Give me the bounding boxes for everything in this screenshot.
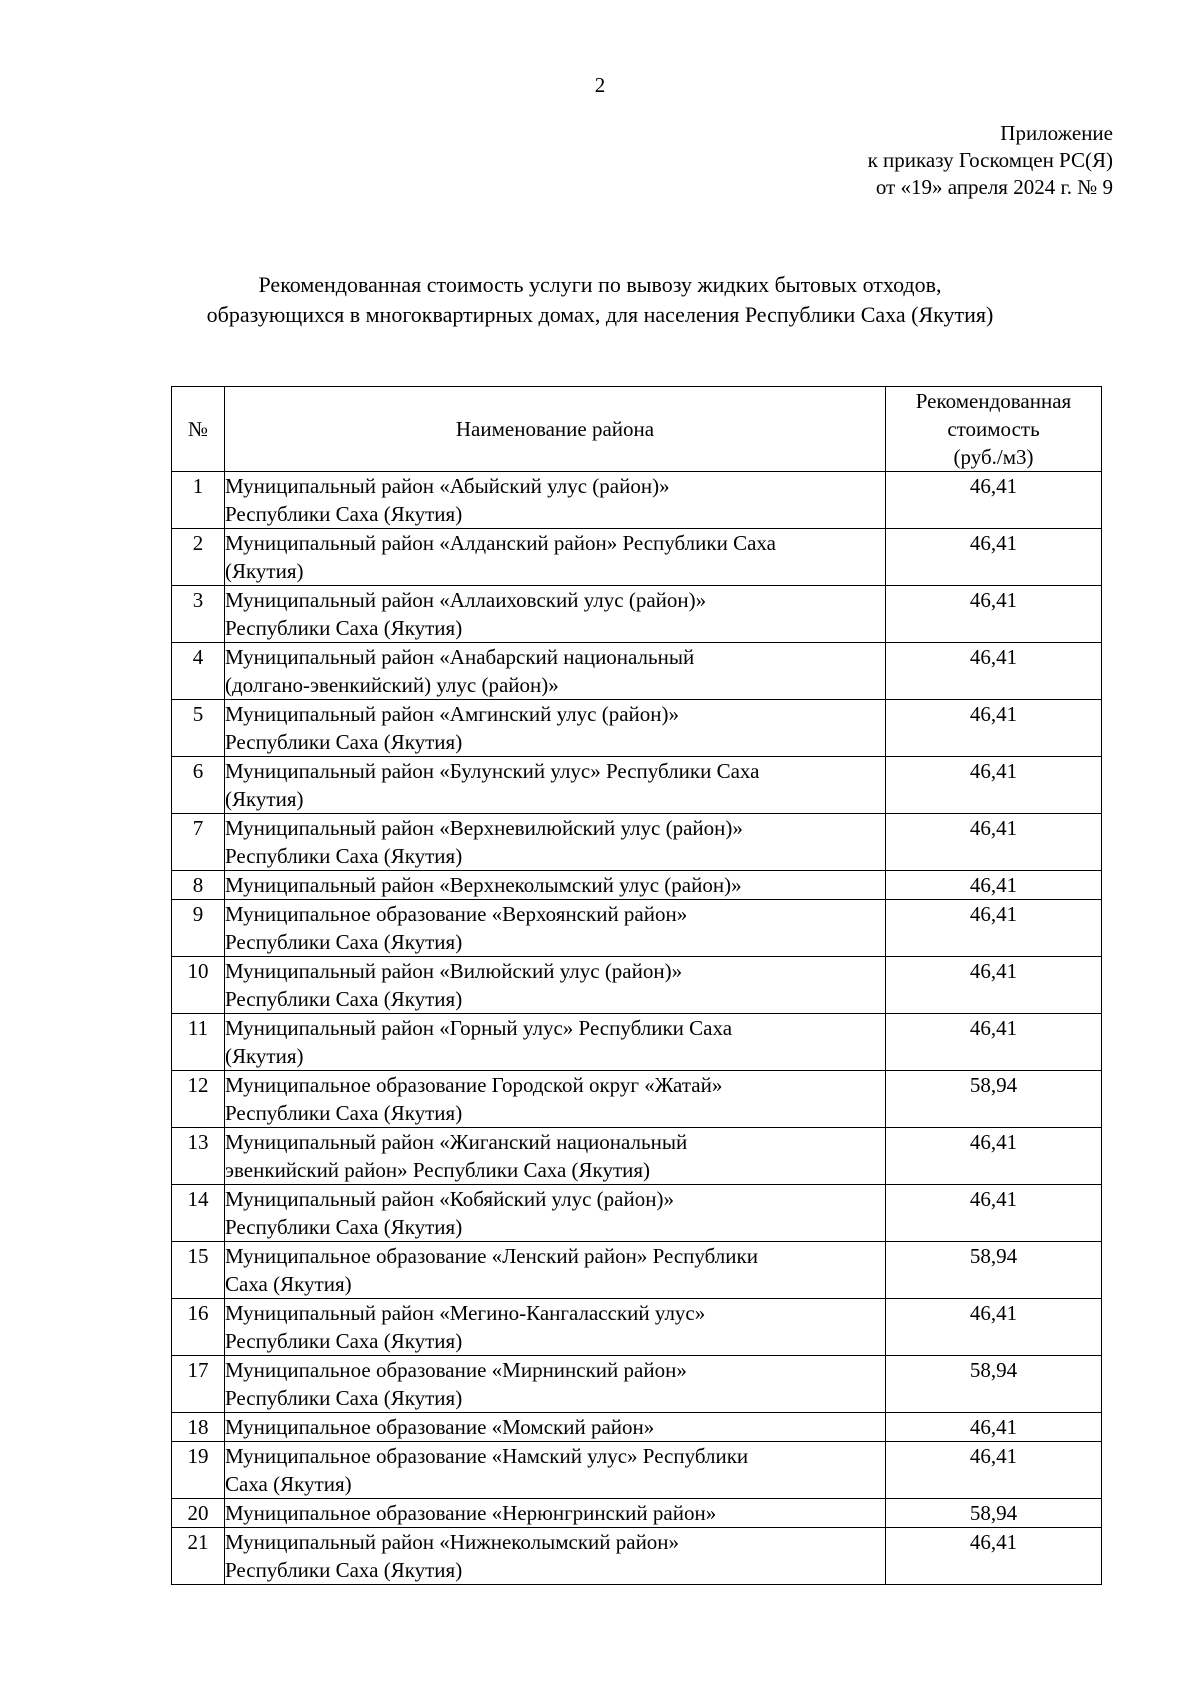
table-row: [172, 1528, 1102, 1585]
district-name-line: (Якутия): [225, 1044, 304, 1068]
row-number: 10: [172, 957, 225, 1014]
district-name-line: Муниципальный район «Жиганский национальный: [225, 1130, 688, 1154]
row-number: 1: [172, 472, 225, 529]
district-name-line: Республики Саха (Якутия): [225, 730, 463, 754]
district-name: [225, 1128, 886, 1185]
district-name-line: Муниципальный район «Анабарский национальный: [225, 645, 695, 669]
district-name: [225, 1071, 886, 1128]
appendix-line: Приложение: [1000, 121, 1113, 145]
row-number: 6: [172, 757, 225, 814]
district-name: [225, 1299, 886, 1356]
recommended-price: 58,94: [886, 1356, 1102, 1413]
table-row: [172, 700, 1102, 757]
recommended-price: 46,41: [886, 643, 1102, 700]
district-name-line: Муниципальный район «Амгинский улус (район)»: [225, 702, 679, 726]
recommended-price: 46,41: [886, 586, 1102, 643]
row-number: 7: [172, 814, 225, 871]
district-name: [225, 1242, 886, 1299]
district-name-line: Муниципальное образование «Верхоянский район»: [225, 902, 688, 926]
district-name-line: Муниципальное образование «Ленский район» Республики: [225, 1244, 758, 1268]
title-line: образующихся в многоквартирных домах, для населения Республики Саха (Якутия): [206, 302, 994, 327]
table-row: [172, 1499, 1102, 1528]
recommended-price: 46,41: [886, 757, 1102, 814]
table-header-row: [172, 387, 1102, 472]
table-row: [172, 643, 1102, 700]
district-name-line: Муниципальный район «Горный улус» Республики Саха: [225, 1016, 733, 1040]
row-number: 20: [172, 1499, 225, 1528]
district-name-line: Муниципальный район «Мегино-Кангаласский улус»: [225, 1301, 706, 1325]
table-row: [172, 1014, 1102, 1071]
district-name: [225, 586, 886, 643]
recommended-price: 58,94: [886, 1071, 1102, 1128]
district-name-line: (Якутия): [225, 787, 304, 811]
district-name-line: Республики Саха (Якутия): [225, 1101, 463, 1125]
district-name-line: Муниципальный район «Вилюйский улус (район)»: [225, 959, 683, 983]
appendix-header: [868, 120, 1113, 201]
district-name: [225, 900, 886, 957]
district-name-line: Муниципальное образование «Мирнинский район»: [225, 1358, 687, 1382]
district-name-line: Муниципальный район «Нижнеколымский район»: [225, 1530, 680, 1554]
district-name-line: Республики Саха (Якутия): [225, 502, 463, 526]
title-line: Рекомендованная стоимость услуги по вывозу жидких бытовых отходов,: [258, 272, 942, 297]
recommended-price: 46,41: [886, 957, 1102, 1014]
row-number: 15: [172, 1242, 225, 1299]
table-row: [172, 1185, 1102, 1242]
header-price-line: стоимость: [947, 417, 1040, 441]
district-name: [225, 1442, 886, 1499]
district-name-line: Муниципальное образование Городской округ «Жатай»: [225, 1073, 723, 1097]
recommended-price: 46,41: [886, 814, 1102, 871]
page-number: 2: [594, 73, 606, 97]
table-row: [172, 1442, 1102, 1499]
table-row: [172, 1242, 1102, 1299]
district-name-line: Муниципальный район «Булунский улус» Республики Саха: [225, 759, 760, 783]
row-number: 21: [172, 1528, 225, 1585]
row-number: 4: [172, 643, 225, 700]
table-row: [172, 1356, 1102, 1413]
district-name: [225, 472, 886, 529]
row-number: 11: [172, 1014, 225, 1071]
row-number: 18: [172, 1413, 225, 1442]
district-name-line: Муниципальное образование «Намский улус» Республики: [225, 1444, 749, 1468]
table-row: [172, 1299, 1102, 1356]
rates-table: [171, 386, 1102, 1585]
district-name-line: Муниципальный район «Кобяйский улус (район)»: [225, 1187, 674, 1211]
row-number: 2: [172, 529, 225, 586]
district-name-line: Республики Саха (Якутия): [225, 616, 463, 640]
row-number: 13: [172, 1128, 225, 1185]
row-number: 12: [172, 1071, 225, 1128]
header-number: №: [172, 387, 225, 472]
district-name-line: Республики Саха (Якутия): [225, 844, 463, 868]
district-name: [225, 1356, 886, 1413]
row-number: 19: [172, 1442, 225, 1499]
table-row: [172, 1413, 1102, 1442]
district-name-line: Муниципальный район «Абыйский улус (район)»: [225, 474, 670, 498]
recommended-price: 46,41: [886, 1413, 1102, 1442]
row-number: 16: [172, 1299, 225, 1356]
district-name-line: Республики Саха (Якутия): [225, 1215, 463, 1239]
district-name-line: Республики Саха (Якутия): [225, 987, 463, 1011]
document-title: [0, 270, 1200, 330]
recommended-price: 58,94: [886, 1499, 1102, 1528]
district-name-line: эвенкийский район» Республики Саха (Якутия): [225, 1158, 651, 1182]
district-name: [225, 1528, 886, 1585]
recommended-price: 46,41: [886, 1185, 1102, 1242]
appendix-line: к приказу Госкомцен РС(Я): [867, 148, 1113, 172]
district-name-line: Республики Саха (Якутия): [225, 930, 463, 954]
recommended-price: 46,41: [886, 900, 1102, 957]
header-price-line: (руб./м3): [953, 445, 1034, 469]
recommended-price: 46,41: [886, 1128, 1102, 1185]
district-name: [225, 700, 886, 757]
district-name: [225, 643, 886, 700]
recommended-price: 46,41: [886, 472, 1102, 529]
district-name-line: Муниципальное образование «Момский район»: [225, 1415, 655, 1439]
header-district-name: Наименование района: [225, 387, 886, 472]
appendix-line: от «19» апреля 2024 г. № 9: [875, 175, 1113, 199]
table-body: [172, 472, 1102, 1585]
district-name-line: Муниципальный район «Алданский район» Республики Саха: [225, 531, 776, 555]
recommended-price: 58,94: [886, 1242, 1102, 1299]
table-row: [172, 1128, 1102, 1185]
district-name: [225, 529, 886, 586]
district-name-line: Муниципальный район «Верхневилюйский улус (район)»: [225, 816, 743, 840]
district-name: [225, 871, 886, 900]
row-number: 8: [172, 871, 225, 900]
recommended-price: 46,41: [886, 1299, 1102, 1356]
table-row: [172, 757, 1102, 814]
district-name: [225, 757, 886, 814]
recommended-price: 46,41: [886, 1442, 1102, 1499]
header-price: [886, 387, 1102, 472]
district-name: [225, 1499, 886, 1528]
district-name-line: Муниципальный район «Аллаиховский улус (район)»: [225, 588, 707, 612]
district-name: [225, 957, 886, 1014]
district-name-line: (долгано-эвенкийский) улус (район)»: [225, 673, 559, 697]
district-name: [225, 814, 886, 871]
recommended-price: 46,41: [886, 1014, 1102, 1071]
row-number: 17: [172, 1356, 225, 1413]
district-name-line: Республики Саха (Якутия): [225, 1386, 463, 1410]
recommended-price: 46,41: [886, 1528, 1102, 1585]
district-name-line: Саха (Якутия): [225, 1272, 352, 1296]
table-row: [172, 1071, 1102, 1128]
table-row: [172, 472, 1102, 529]
district-name-line: Республики Саха (Якутия): [225, 1329, 463, 1353]
district-name-line: Саха (Якутия): [225, 1472, 352, 1496]
recommended-price: 46,41: [886, 871, 1102, 900]
header-price-line: Рекомендованная: [915, 389, 1072, 413]
row-number: 5: [172, 700, 225, 757]
district-name-line: Республики Саха (Якутия): [225, 1558, 463, 1582]
table-row: [172, 814, 1102, 871]
table-row: [172, 529, 1102, 586]
row-number: 9: [172, 900, 225, 957]
table-row: [172, 957, 1102, 1014]
district-name-line: Муниципальный район «Верхнеколымский улус (район)»: [225, 873, 742, 897]
table-row: [172, 586, 1102, 643]
row-number: 14: [172, 1185, 225, 1242]
district-name: [225, 1014, 886, 1071]
recommended-price: 46,41: [886, 529, 1102, 586]
district-name: [225, 1185, 886, 1242]
district-name-line: (Якутия): [225, 559, 304, 583]
table-row: [172, 871, 1102, 900]
district-name-line: Муниципальное образование «Нерюнгринский район»: [225, 1501, 717, 1525]
row-number: 3: [172, 586, 225, 643]
table-row: [172, 900, 1102, 957]
district-name: [225, 1413, 886, 1442]
recommended-price: 46,41: [886, 700, 1102, 757]
